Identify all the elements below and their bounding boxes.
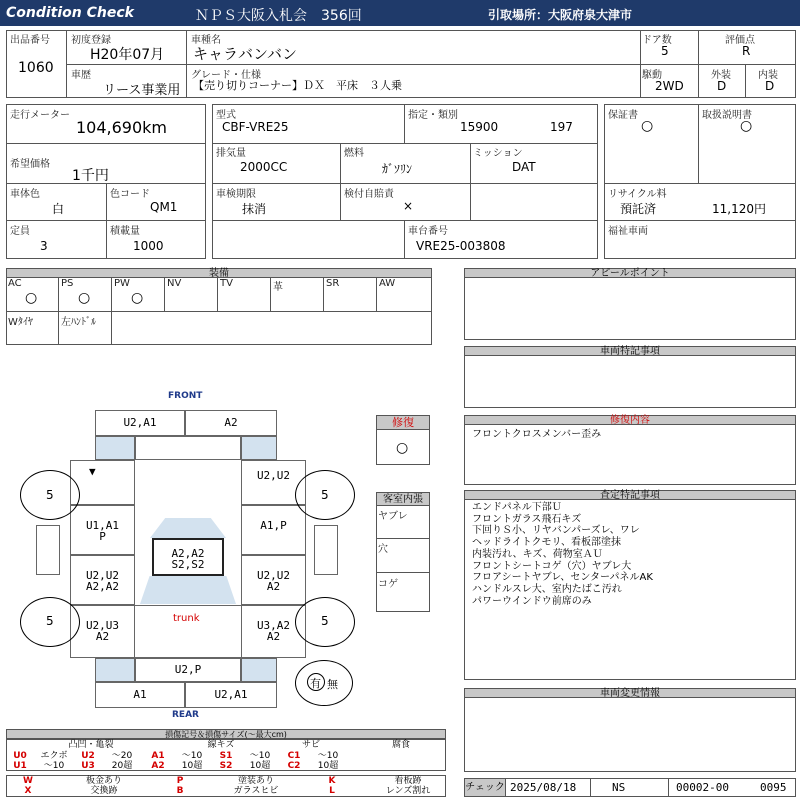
equip-wtire-label: Wﾀｲﾔ [8,317,33,328]
designation-value-1: 15900 [460,120,499,134]
appeal-title: アピールポイント [464,268,796,278]
check-label: チェック [464,778,506,797]
rear-bumper-left: A1 [95,682,185,708]
legend-code: X [24,786,32,796]
form-code: 00002-00 [676,781,729,794]
mileage-value: 104,690km [76,118,168,137]
left-front-fender: ▼ [70,460,135,505]
equipment-title: 装備 [6,268,432,278]
legend-code: A1 [151,751,165,761]
self-insurance-label: 検付自賠責 [344,189,394,200]
mission-value: DAT [512,160,536,174]
hood [135,436,241,460]
history-value: リース事業用 [103,83,181,98]
legend-desc: ～10 [181,751,203,761]
equip-aw-label: AW [379,278,396,289]
legend-desc: 塗装あり [237,776,274,786]
inspection-line: ハンドルスレ大、室内たばこ汚れ [472,583,622,595]
model-name-value: キャラバンバン [193,45,297,63]
history-label: 車歴 [71,70,91,81]
manual-label: 取扱説明書 [702,110,752,121]
recycle-label: リサイクル料 [608,189,667,200]
back-panel: U2,P [135,658,241,682]
legend-title: 損傷記号＆損傷サイズ(～最大cm) [6,729,446,739]
legend-desc: ～10 [249,751,271,761]
headlight-right [241,436,277,460]
change-box [464,688,796,772]
left-quarter: U2,U3 A2 [70,605,135,658]
mileage-label: 走行メーター [10,110,70,121]
mission-label: ミッション [473,148,523,159]
grade-value: 【売り切りコーナー】ＤＸ 平床 ３人乗 [193,79,402,92]
equip-lhd-label: 左ﾊﾝﾄﾞﾙ [61,317,96,328]
displacement-value: 2000CC [240,160,288,174]
first-reg-value: H20年07月 [90,47,165,63]
designation-value-2: 197 [550,120,573,134]
inspection-line: エンドパネル下部Ｕ [472,502,562,513]
self-insurance-value: × [403,199,414,213]
interior-label: 内装 [758,70,778,81]
left-rear-door: U2,U2 A2,A2 [70,555,135,605]
left-side-window [36,525,60,575]
spare-yes: 有 [310,677,321,690]
warranty-value: ○ [641,118,654,134]
rear-label: REAR [172,710,199,720]
color-code-label: 色コード [110,189,150,200]
warranty-label: 保証書 [608,110,638,121]
manual-value: ○ [740,118,753,134]
model-name-label: 車種名 [191,35,221,46]
rating-value: R [742,44,751,58]
legend-code: W [23,776,33,786]
legend-code: U2 [81,751,95,761]
legend-code: B [176,786,184,796]
form-title: Condition Check [6,5,134,21]
doors-label: ドア数 [642,35,672,46]
desired-price-value: 1千円 [72,168,109,184]
inspection-line: フロアシートヤブレ、センターパネルAK [472,572,653,584]
doors-value: 5 [661,44,669,58]
rear-bumper-right: U2,A1 [185,682,277,708]
capacity-value: 3 [40,239,48,253]
tire-front-right-value: 5 [321,488,329,502]
load-label: 積載量 [110,226,140,237]
inspector: NS [612,781,626,794]
recycle-status: 預託済 [620,202,657,216]
legend-group-scratch: 線キズ [207,740,235,750]
legend-group-rust: サビ [301,740,320,750]
right-side-window [314,525,338,575]
capacity-label: 定員 [10,226,30,237]
load-value: 1000 [133,239,164,253]
headlight-left [95,436,135,460]
legend-code: A2 [151,761,165,771]
cabin-tear: ヤブレ [378,511,408,522]
drive-value: 2WD [655,79,684,93]
chassis-label: 車台番号 [408,226,448,237]
type-value: CBF-VRE25 [222,120,289,134]
cabin-hole: 穴 [378,544,388,555]
spare-none: 無 [327,678,338,691]
inspection-value: 抹消 [242,202,267,216]
legend-code: U1 [13,761,27,771]
check-date: 2025/08/18 [510,781,577,794]
taillight-right [241,658,277,682]
legend-group-corrosion: 腐食 [391,740,410,750]
equip-ps-mark: ○ [78,290,91,306]
legend-group-dent: 凸凹・亀裂 [68,740,114,750]
legend-code: C2 [287,761,301,771]
page-number: 0095 [760,781,787,794]
right-quarter: U3,A2 A2 [241,605,306,658]
legend-desc: レンズ割れ [385,786,431,796]
inspection-line: ヘッドライトクモリ、看板部塗抹 [472,537,621,549]
tire-rear-right-value: 5 [321,614,329,628]
cabin-burn: コゲ [378,579,398,590]
legend-desc: 交換跡 [90,786,118,796]
repair-title: 修復 [376,415,430,430]
legend-desc: 10超 [317,761,339,771]
legend-code: S1 [219,751,233,761]
exterior-label: 外装 [711,70,731,81]
legend-desc: エクボ [40,751,68,761]
equip-sr-label: SR [326,278,340,289]
repair-detail-title: 修復内容 [464,415,796,425]
color-code-value: QM1 [150,200,178,214]
front-bumper-right: A2 [185,410,277,436]
legend-code: U3 [81,761,95,771]
inspection-lines [472,502,653,607]
legend-code: P [176,776,184,786]
legend-desc: ガラスヒビ [233,786,279,796]
desired-price-label: 希望価格 [10,159,50,170]
interior-value: D [765,79,775,93]
inspection-line: フロントガラス飛石キズ [472,513,582,525]
change-title: 車両変更情報 [464,688,796,698]
right-front-door: A1,P [241,505,306,555]
special-title: 車両特記事項 [464,346,796,356]
body-color-label: 車体色 [10,189,40,200]
rear-window [140,576,236,604]
recycle-amount: 11,120円 [712,202,766,216]
body-color-value: 白 [52,202,65,216]
legend-code: C1 [287,751,301,761]
drive-label: 駆動 [642,70,662,81]
cabin-title: 客室内張 [376,492,430,506]
inspection-line: 下回りＳ小、リヤバンパーズレ、ワレ [472,525,640,537]
equip-pw-mark: ○ [131,290,144,306]
fuel-label: 燃料 [344,148,364,159]
equip-leather-label: 革 [273,282,283,293]
pickup-location: 引取場所：大阪府泉大津市 [488,8,633,22]
right-rear-door: U2,U2 A2 [241,555,306,605]
chassis-value: VRE25-003808 [416,239,506,253]
legend-desc: ～20 [111,751,133,761]
repair-detail-text: フロントクロスメンバー歪み [472,429,602,440]
legend-code: S2 [219,761,233,771]
repair-mark: ○ [396,440,409,456]
equip-ac-mark: ○ [25,290,38,306]
inspection-title: 査定特記事項 [464,490,796,500]
type-label: 型式 [216,110,236,121]
legend-desc: 10超 [249,761,271,771]
roof: A2,A2 S2,S2 [152,538,224,576]
equip-tv-label: TV [220,278,233,289]
legend-desc: 看板跡 [394,776,422,786]
fuel-value: ｶﾞｿﾘﾝ [382,162,413,176]
grade-label: グレード・仕様 [191,70,261,81]
equip-pw-label: PW [114,278,130,289]
legend-code: L [329,786,335,796]
designation-label: 指定・類別 [408,110,458,121]
legend-desc: ～10 [317,751,339,761]
inspection-line: パワーウインドウ前席のみ [472,595,592,607]
equip-ac-label: AC [8,278,22,289]
displacement-label: 排気量 [216,148,246,159]
first-reg-label: 初度登録 [71,35,111,46]
legend-code: K [328,776,336,786]
inspection-label: 車検期限 [216,189,256,200]
exterior-value: D [717,79,727,93]
taillight-left [95,658,135,682]
inspection-line: 内装汚れ、キズ、荷物室ＡＵ [472,548,603,560]
tire-front-left-value: 5 [46,488,54,502]
legend-desc: 10超 [181,761,203,771]
lot-label: 出品番号 [10,35,50,46]
legend-desc: 20超 [111,761,133,771]
equip-nv-label: NV [167,278,182,289]
lot-value: 1060 [18,60,54,76]
auction-name: ＮＰＳ大阪入札会 356回 [195,8,362,24]
legend-code: U0 [13,751,27,761]
welfare-label: 福祉車両 [608,226,648,237]
trunk-label: trunk [173,613,200,624]
rating-label: 評価点 [725,35,755,46]
left-front-door: U1,A1 P [70,505,135,555]
legend-desc: 板金あり [85,776,122,786]
front-bumper-left: U2,A1 [95,410,185,436]
legend-desc: ～10 [43,761,65,771]
front-label: FRONT [168,391,203,401]
right-front-fender: U2,U2 [241,460,306,505]
tire-rear-left-value: 5 [46,614,54,628]
inspection-line: フロントシートコゲ（穴）ヤブレ大 [472,560,632,572]
equip-ps-label: PS [61,278,74,289]
